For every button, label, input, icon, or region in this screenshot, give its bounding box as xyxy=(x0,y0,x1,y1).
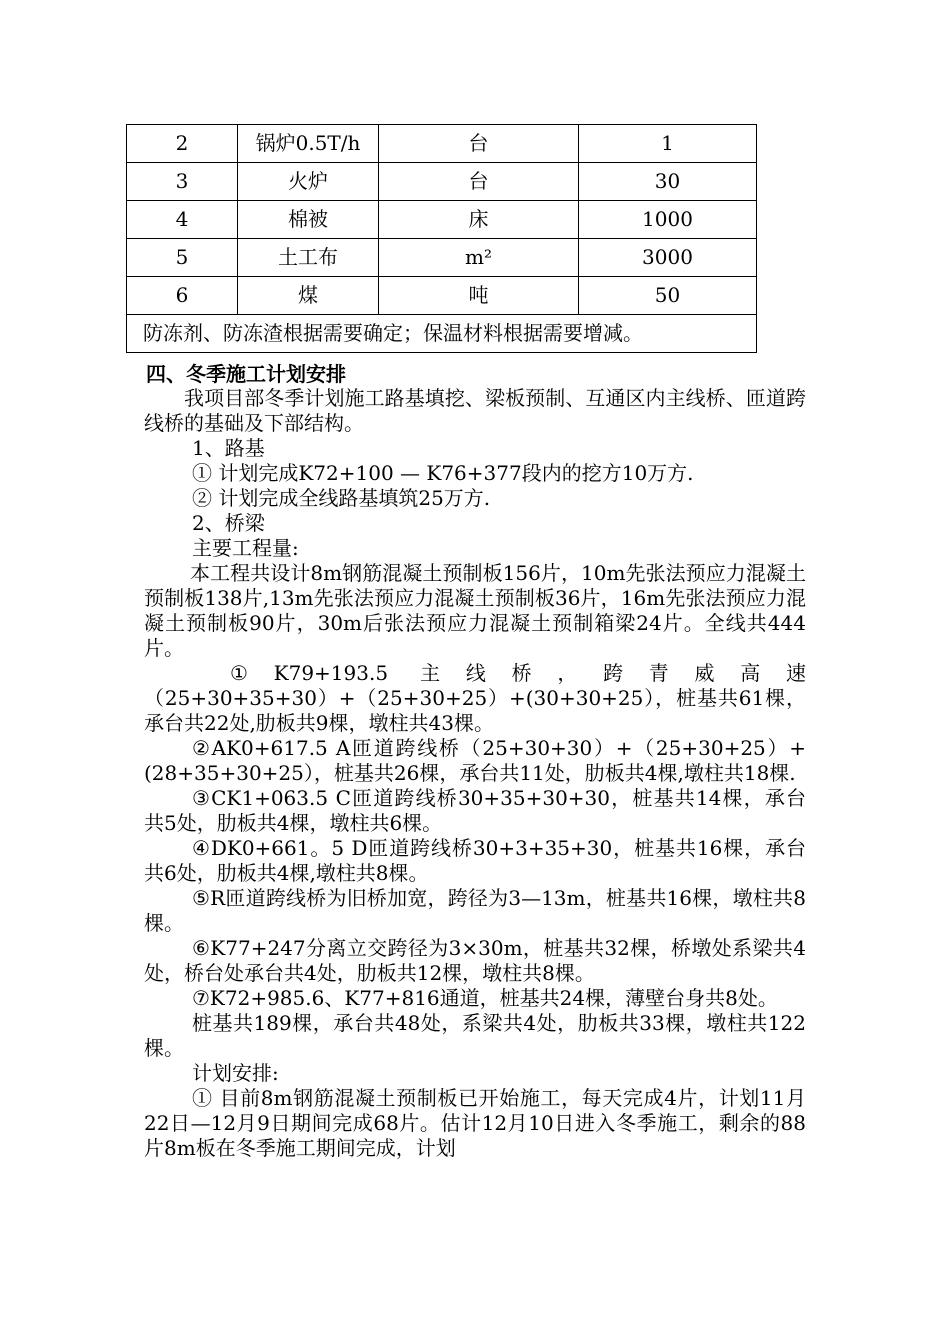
list-item: ②AK0+617.5 A匝道跨线桥（25+30+30）+（25+30+25）+(28+35+30+25），桩基共26棵，承台共11处，肋板共4棵,墩柱共18棵. xyxy=(144,736,806,785)
table-cell: 台 xyxy=(379,163,579,201)
paragraph: 我项目部冬季计划施工路基填挖、梁板预制、互通区内主线桥、匝道跨线桥的基础及下部结构。 xyxy=(144,386,806,435)
list-item: ④DK0+661。5 D匝道跨线桥30+3+35+30，桩基共16棵，承台共6处，肋板共4棵,墩柱共8棵。 xyxy=(144,836,806,885)
table-cell: 3 xyxy=(127,163,238,201)
table-cell: 煤 xyxy=(238,277,379,315)
table-row xyxy=(127,239,757,277)
table-cell: 1000 xyxy=(579,201,757,239)
table-cell: 5 xyxy=(127,239,238,277)
table-cell: 3000 xyxy=(579,239,757,277)
list-item: ① 计划完成K72+100 — K76+377段内的挖方10万方. xyxy=(192,461,694,485)
table-cell: 6 xyxy=(127,277,238,315)
table-cell: 4 xyxy=(127,201,238,239)
table-cell: 火炉 xyxy=(238,163,379,201)
section-heading: 四、冬季施工计划安排 xyxy=(146,362,346,386)
table-cell: 30 xyxy=(579,163,757,201)
table-cell: 50 xyxy=(579,277,757,315)
table-row xyxy=(127,201,757,239)
table-cell: 棉被 xyxy=(238,201,379,239)
list-item: ③CK1+063.5 C匝道跨线桥30+35+30+30，桩基共14棵，承台共5处，肋板共4棵，墩柱共6棵。 xyxy=(144,786,806,835)
list-item: ⑥K77+247分离立交跨径为3×30m，桩基共32棵，桥墩处系梁共4处，桥台处承台共4处，肋板共12棵，墩柱共8棵。 xyxy=(144,936,806,985)
subheading-bridge: 2、桥梁 xyxy=(192,511,265,535)
table-cell: 锅炉0.5T/h xyxy=(238,125,379,163)
paragraph: 桩基共189棵，承台共48处，系梁共4处，肋板共33棵，墩柱共122棵。 xyxy=(144,1011,806,1060)
list-item: ⑤R匝道跨线桥为旧桥加宽，跨径为3—13m，桩基共16棵，墩柱共8棵。 xyxy=(144,886,806,935)
table-note-row xyxy=(127,315,757,353)
table-cell: 吨 xyxy=(379,277,579,315)
list-item: ①K79+193.5 主线桥，跨青威高速（25+30+35+30）+（25+30+25）+(30+30+25），桩基共61棵，承台共22处,肋板共9棵，墩柱共43棵。 xyxy=(144,661,806,735)
table-note: 防冻剂、防冻渣根据需要确定；保温材料根据需要增减。 xyxy=(127,315,757,353)
table-row xyxy=(127,277,757,315)
table-cell: 2 xyxy=(127,125,238,163)
table-row xyxy=(127,163,757,201)
subheading-roadbed: 1、路基 xyxy=(192,436,265,460)
section-body xyxy=(144,386,806,1161)
table-row xyxy=(127,125,757,163)
table-cell: m² xyxy=(379,239,579,277)
list-item: ⑦K72+985.6、K77+816通道，桩基共24棵，薄壁台身共8处。 xyxy=(192,986,778,1010)
materials-table xyxy=(126,124,757,353)
list-item: ② 计划完成全线路基填筑25万方. xyxy=(192,486,491,510)
paragraph: 本工程共设计8m钢筋混凝土预制板156片，10m先张法预应力混凝土预制板138片,13m先张法预应力混凝土预制板36片，16m先张法预应力混凝土预制板90片，30m后张法预应力混凝土预制箱梁24片。全线共444片。 xyxy=(144,561,806,660)
table-cell: 床 xyxy=(379,201,579,239)
list-item: ① 目前8m钢筋混凝土预制板已开始施工，每天完成4片，计划11月22日—12月9日期间完成68片。估计12月10日进入冬季施工，剩余的88片8m板在冬季施工期间完成，计划 xyxy=(144,1086,806,1160)
table-cell: 1 xyxy=(579,125,757,163)
table-cell: 台 xyxy=(379,125,579,163)
paragraph: 计划安排: xyxy=(192,1061,279,1085)
paragraph: 主要工程量: xyxy=(192,536,299,560)
table-cell: 土工布 xyxy=(238,239,379,277)
